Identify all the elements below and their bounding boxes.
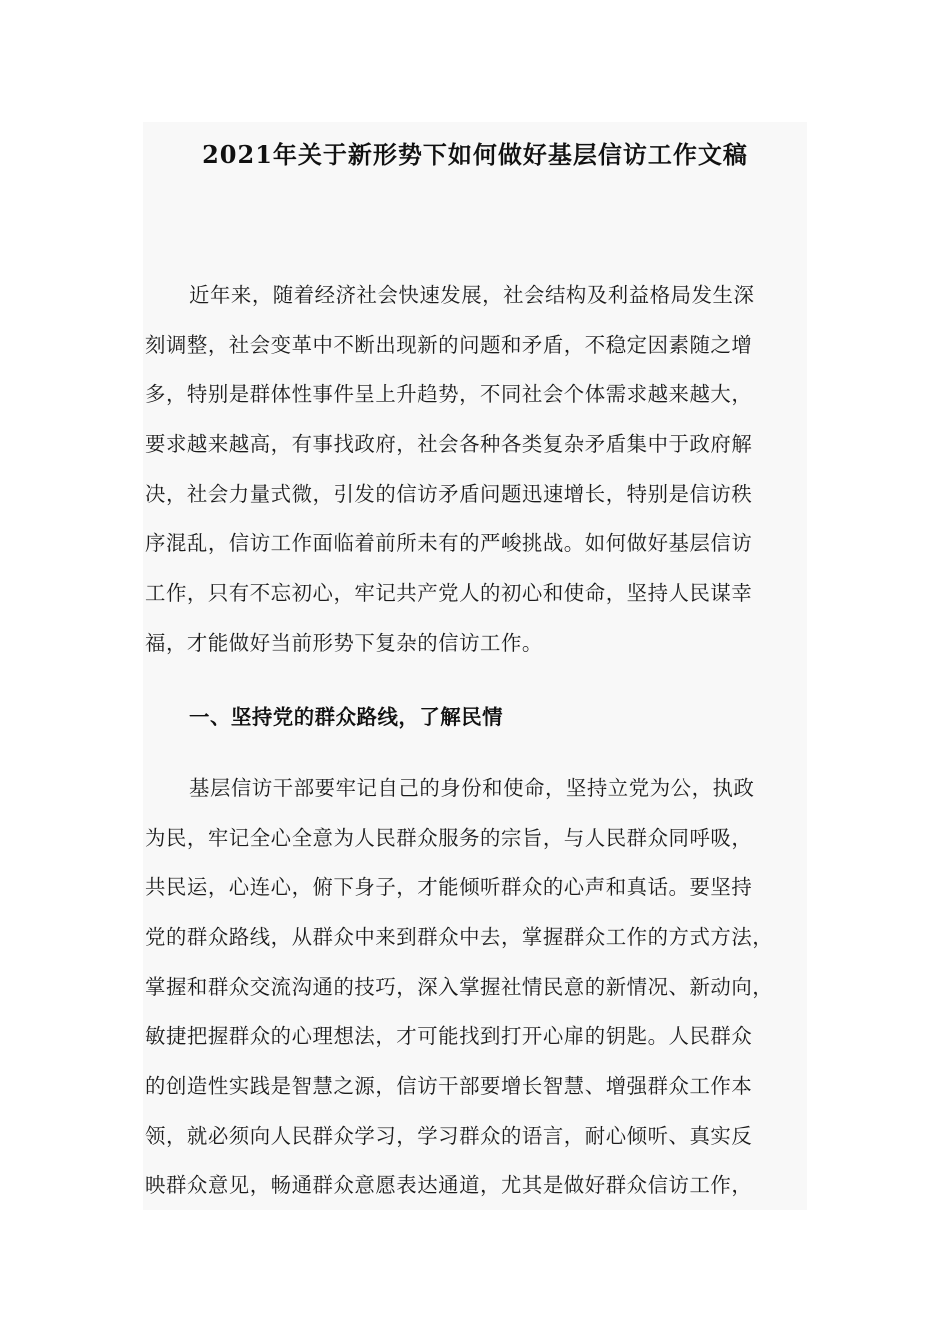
paragraph-line: 的创造性实践是智慧之源，信访干部要增长智慧、增强群众工作本: [145, 1074, 753, 1098]
paragraph-line: 敏捷把握群众的心理想法，才可能找到打开心扉的钥匙。人民群众: [145, 1024, 753, 1048]
paragraph-line: 共民运，心连心，俯下身子，才能倾听群众的心声和真话。要坚持: [145, 875, 753, 899]
paragraph-line: 多，特别是群体性事件呈上升趋势，不同社会个体需求越来越大，: [145, 382, 753, 406]
paragraph-line: 刻调整，社会变革中不断出现新的问题和矛盾，不稳定因素随之增: [145, 333, 753, 357]
paragraph-line: 福，才能做好当前形势下复杂的信访工作。: [145, 631, 543, 655]
paragraph-line: 党的群众路线，从群众中来到群众中去，掌握群众工作的方式方法，: [145, 925, 774, 949]
section-heading: 一、坚持党的群众路线，了解民情: [189, 705, 504, 729]
paragraph-line: 掌握和群众交流沟通的技巧，深入掌握社情民意的新情况、新动向，: [145, 975, 774, 999]
paragraph-line: 要求越来越高，有事找政府，社会各种各类复杂矛盾集中于政府解: [145, 432, 753, 456]
document-title: 2021年关于新形势下如何做好基层信访工作文稿: [202, 140, 748, 169]
paragraph-line: 为民，牢记全心全意为人民群众服务的宗旨，与人民群众同呼吸，: [145, 826, 753, 850]
paragraph-line: 领，就必须向人民群众学习，学习群众的语言，耐心倾听、真实反: [145, 1124, 753, 1148]
paragraph-line: 映群众意见，畅通群众意愿表达通道，尤其是做好群众信访工作，: [145, 1173, 753, 1197]
paragraph-line: 基层信访干部要牢记自己的身份和使命，坚持立党为公，执政: [189, 776, 755, 800]
paragraph-line: 决，社会力量式微，引发的信访矛盾问题迅速增长，特别是信访秩: [145, 482, 753, 506]
paragraph-line: 近年来，随着经济社会快速发展，社会结构及利益格局发生深: [189, 283, 755, 307]
paragraph-line: 序混乱，信访工作面临着前所未有的严峻挑战。如何做好基层信访: [145, 531, 753, 555]
paragraph-line: 工作，只有不忘初心，牢记共产党人的初心和使命，坚持人民谋幸: [145, 581, 753, 605]
